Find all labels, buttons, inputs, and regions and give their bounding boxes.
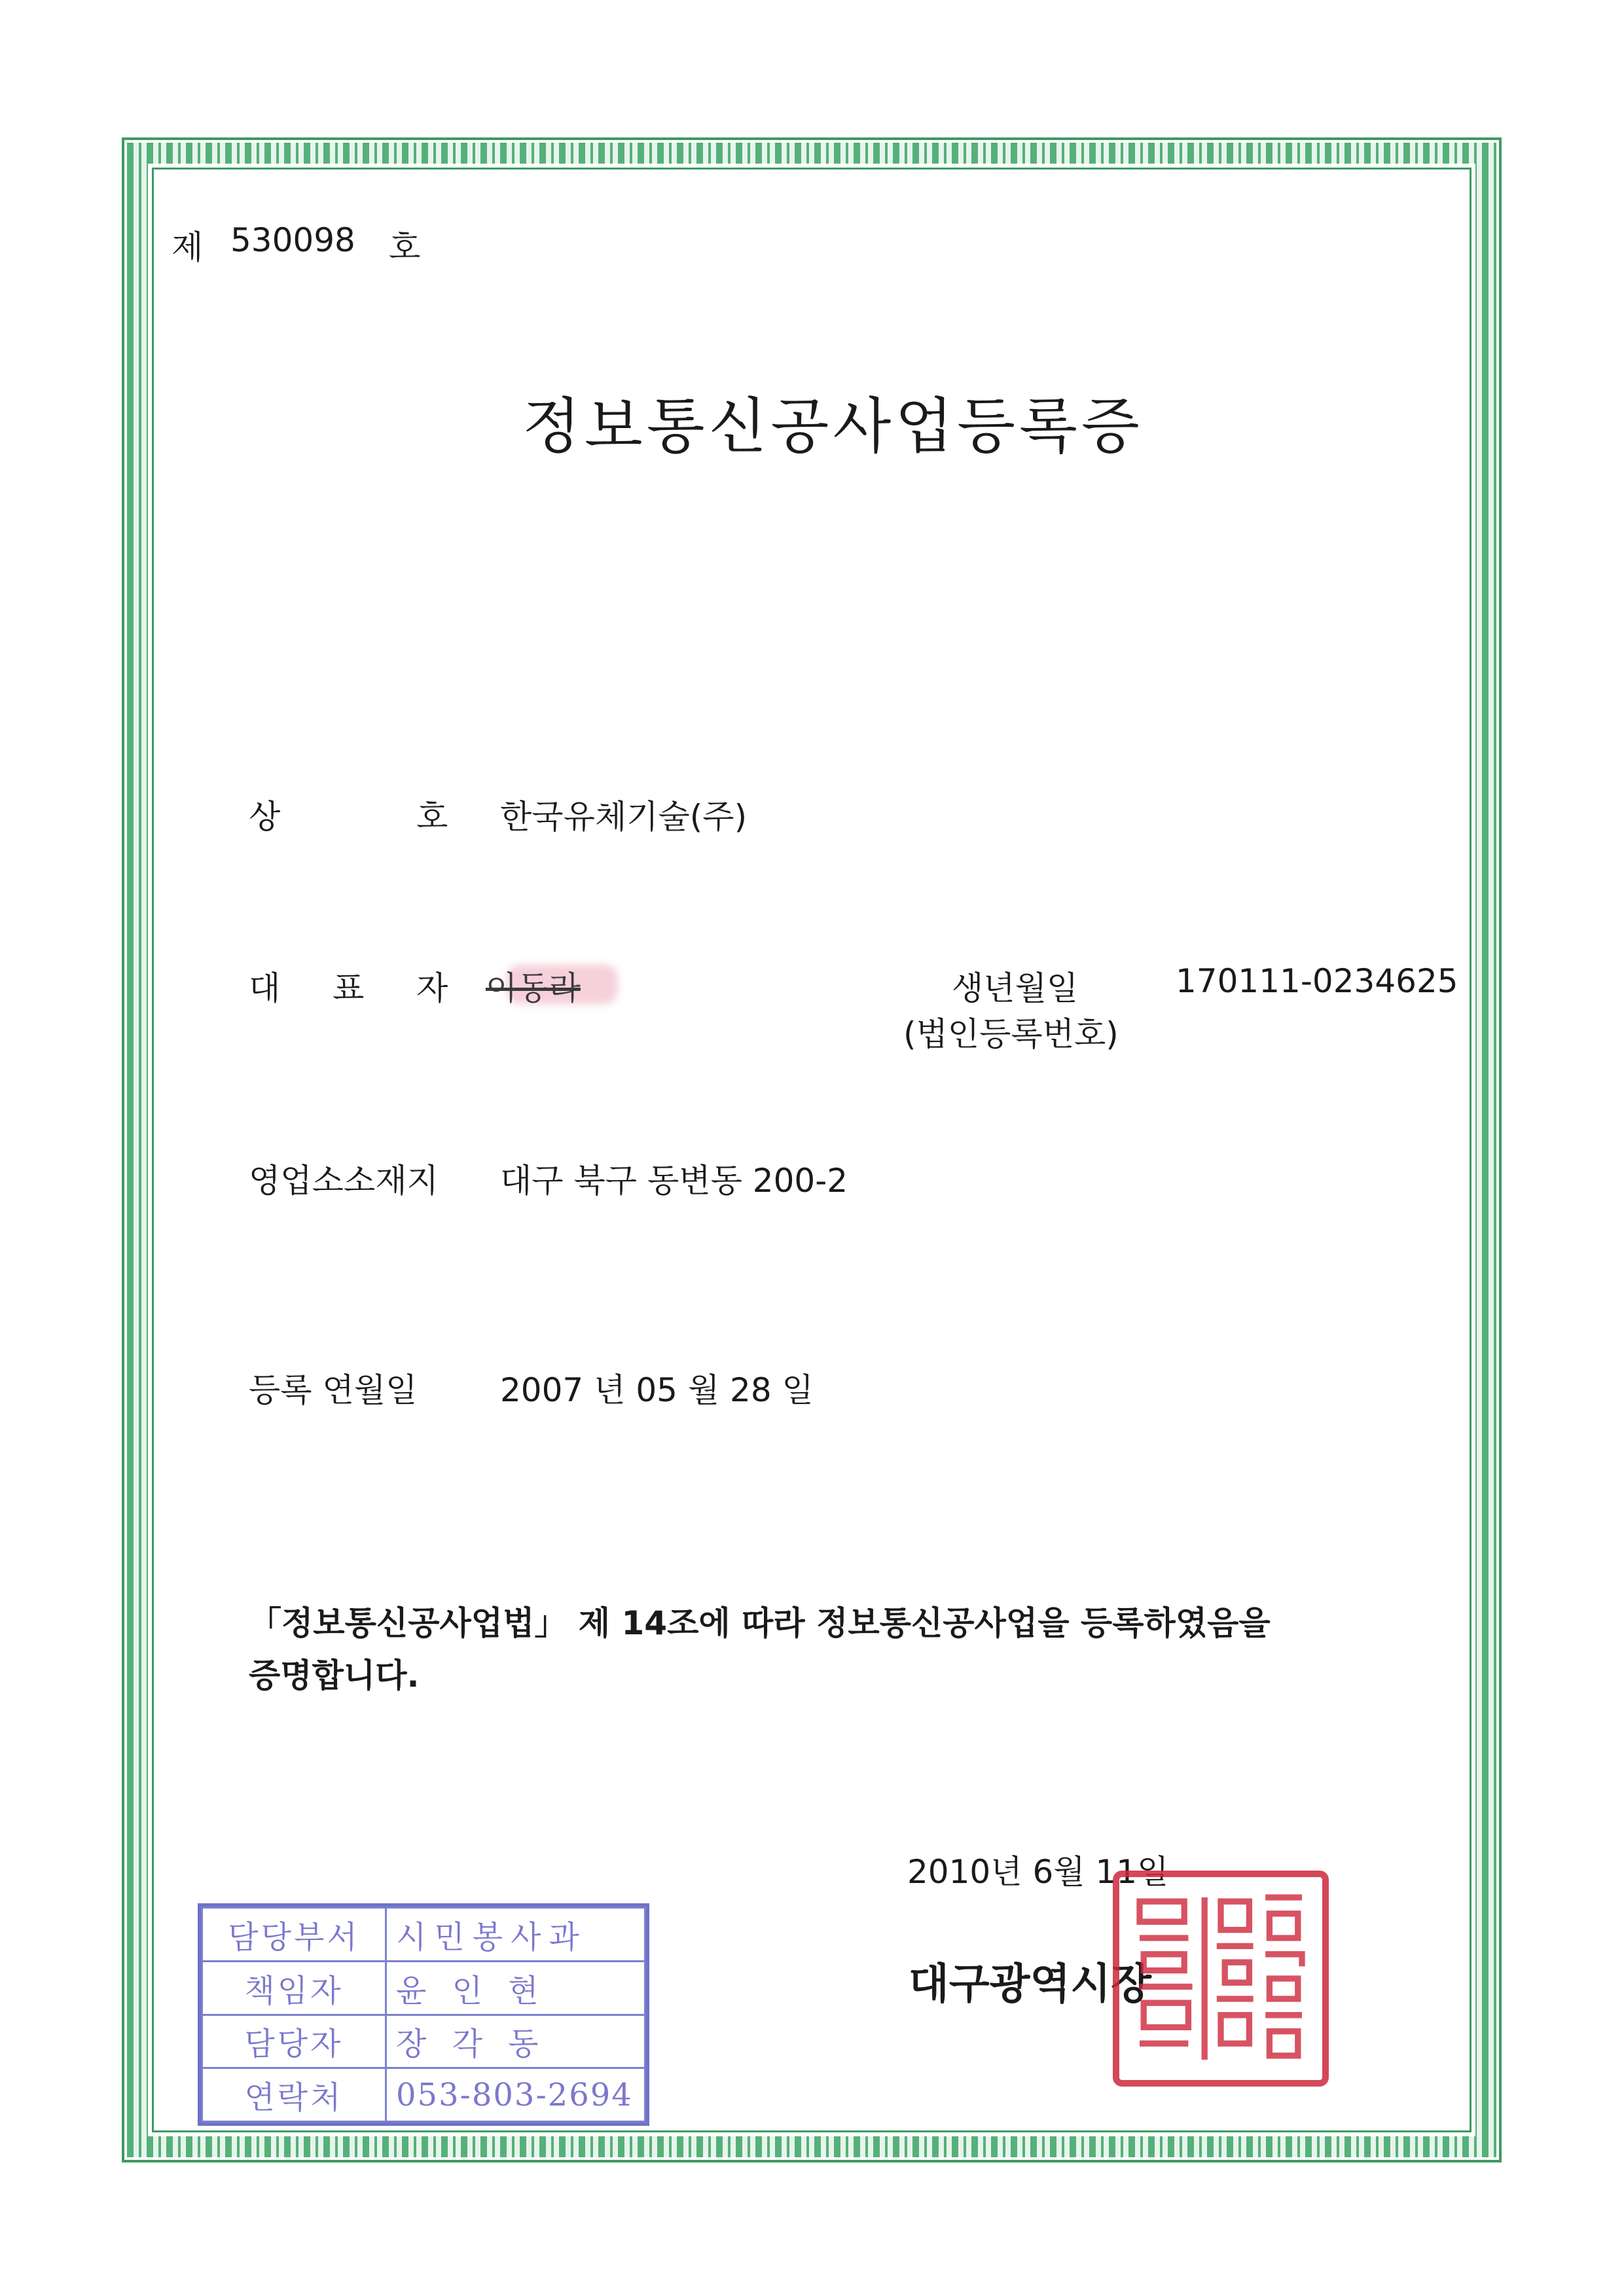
stamp-row: [202, 1961, 645, 2015]
cert-number: 530098: [230, 221, 355, 259]
reg-date-value: 2007 년 05 월 28 일: [500, 1371, 814, 1409]
reg-date-label: 등록 연월일: [249, 1371, 418, 1409]
stamp-key-department: 담당부서: [202, 1908, 386, 1962]
department-stamp: [198, 1903, 649, 2126]
official-seal-icon: [1113, 1871, 1329, 2087]
trade-name-label-2: 호: [416, 798, 448, 836]
cert-number-suffix: 호: [389, 228, 421, 266]
trade-name-value: 한국유체기술(주): [500, 798, 748, 836]
stamp-row: [202, 1908, 645, 1962]
birth-value: 170111-0234625: [1176, 962, 1458, 1000]
stamp-value-manager: 윤 인 현: [386, 1961, 645, 2015]
statement-line-2: 증명합니다.: [249, 1657, 420, 1695]
issuer-name: 대구광역시장: [909, 1960, 1151, 2009]
stamp-row: [202, 2015, 645, 2068]
stamp-value-contact: 053-803-2694: [386, 2068, 645, 2122]
stamp-key-manager: 책임자: [202, 1961, 386, 2015]
address-value: 대구 북구 동변동 200-2: [500, 1162, 848, 1200]
page-title: 정보통신공사업등록증: [522, 391, 1144, 461]
birth-label: 생년월일: [952, 969, 1079, 1007]
statement-line-1: 「정보통신공사업법」 제 14조에 따라 정보통신공사업을 등록하였음을: [249, 1604, 1271, 1642]
rep-value: 이동라: [486, 969, 581, 1007]
stamp-value-officer: 장 각 동: [386, 2015, 645, 2068]
address-label: 영업소소재지: [249, 1162, 439, 1200]
trade-name-label-1: 상: [249, 798, 281, 836]
stamp-value-department: 시민봉사과: [386, 1908, 645, 1962]
stamp-key-officer: 담당자: [202, 2015, 386, 2068]
rep-label-2: 표: [333, 969, 365, 1007]
cert-number-prefix: 제: [171, 228, 204, 266]
issue-date: 2010년 6월 11일: [907, 1853, 1169, 1891]
birth-sublabel: (법인등록번호): [903, 1015, 1119, 1053]
rep-label-1: 대: [249, 969, 281, 1007]
rep-label-3: 자: [416, 969, 448, 1007]
stamp-key-contact: 연락처: [202, 2068, 386, 2122]
stamp-row: [202, 2068, 645, 2122]
